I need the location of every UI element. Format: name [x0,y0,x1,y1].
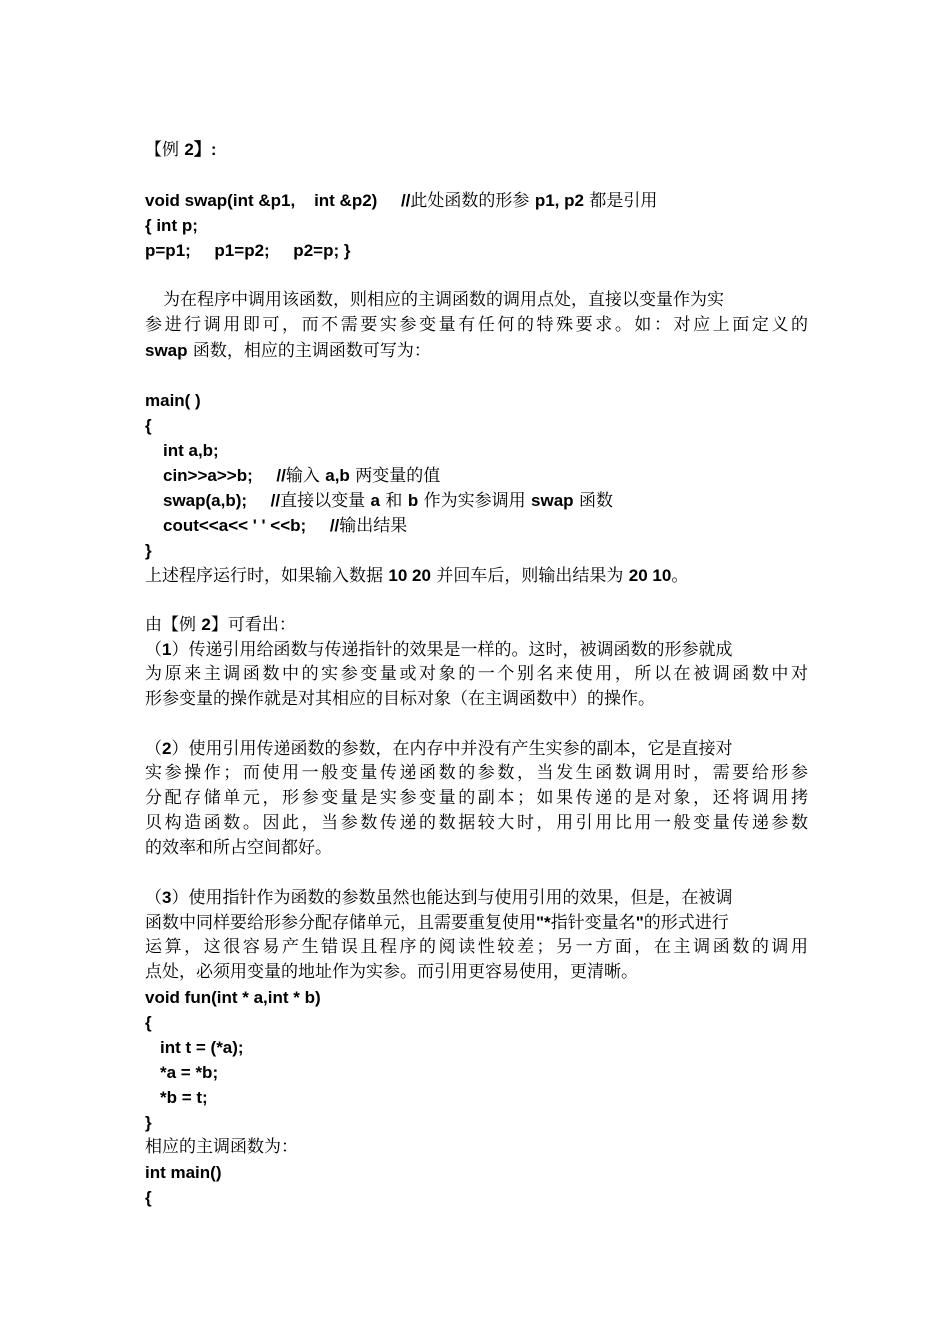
intro-paragraph-line: 为在程序中调用该函数，则相应的主调函数的调用点处，直接以变量作为实 [163,290,724,310]
code-line: int a,b; [163,441,219,460]
point-3-line: （3）使用指针作为函数的参数虽然也能达到与使用引用的效果，但是，在被调 [145,888,733,908]
code-swap-body: p=p1; p1=p2; p2=p; } [145,241,351,260]
point-2-line: （2）使用引用传递函数的参数，在内存中并没有产生实参的副本，它是直接对 [145,739,733,759]
point-2-line: 贝构造函数。因此，当参数传递的数据较大时，用引用比用一般变量传递参数 [145,813,808,833]
main-caller-label: 相应的主调函数为： [145,1137,298,1157]
code-line: cin>>a>>b; //输入 a,b 两变量的值 [163,466,441,486]
code-brace-close: } [145,541,152,560]
point-3-line: 函数中同样要给形参分配存储单元，且需要重复使用"*指针变量名"的形式进行 [145,913,729,933]
point-2-line: 的效率和所占空间都好。 [145,838,332,858]
code-brace-open: { [145,416,152,435]
example-heading: 【例 2】: [145,140,217,160]
code-line: *a = *b; [160,1063,219,1082]
code-main-signature: main( ) [145,391,201,410]
result-line: 上述程序运行时，如果输入数据 10 20 并回车后，则输出结果为 20 10。 [145,566,689,586]
point-2-line: 分配存储单元，形参变量是实参变量的副本；如果传递的是对象，还将调用拷 [145,788,808,808]
code-line: int t = (*a); [160,1038,244,1057]
point-1-line: 形参变量的操作就是对其相应的目标对象（在主调函数中）的操作。 [145,689,655,709]
code-int-main-signature: int main() [145,1163,222,1182]
code-swap-signature: void swap(int &p1, int &p2) //此处函数的形参 p1, p2 都是引用 [145,191,658,211]
point-3-line: 运算，这很容易产生错误且程序的阅读性较差；另一方面，在主调函数的调用 [145,937,808,957]
intro-paragraph-line: 参进行调用即可，而不需要实参变量有任何的特殊要求。如：对应上面定义的 [145,315,808,335]
code-brace-open: { [145,1013,152,1032]
code-fun-signature: void fun(int * a,int * b) [145,988,321,1007]
point-3-line: 点处，必须用变量的地址作为实参。而引用更容易使用，更清晰。 [145,962,638,982]
code-swap-body-open: { int p; [145,216,198,235]
code-line: cout<<a<< ' ' <<b; //输出结果 [163,516,408,536]
code-line: *b = t; [160,1088,208,1107]
point-2-line: 实参操作；而使用一般变量传递函数的参数，当发生函数调用时，需要给形参 [145,763,808,783]
code-brace-close: } [145,1113,152,1132]
observations-heading: 由【例 2】可看出： [145,615,296,635]
code-brace-open: { [145,1188,152,1207]
code-line: swap(a,b); //直接以变量 a 和 b 作为实参调用 swap 函数 [163,491,613,511]
point-1-line: 为原来主调函数中的实参变量或对象的一个别名来使用，所以在被调函数中对 [145,664,808,684]
point-1-line: （1）传递引用给函数与传递指针的效果是一样的。这时，被调函数的形参就成 [145,640,733,660]
intro-paragraph-line: swap 函数，相应的主调函数可写为： [145,341,431,361]
